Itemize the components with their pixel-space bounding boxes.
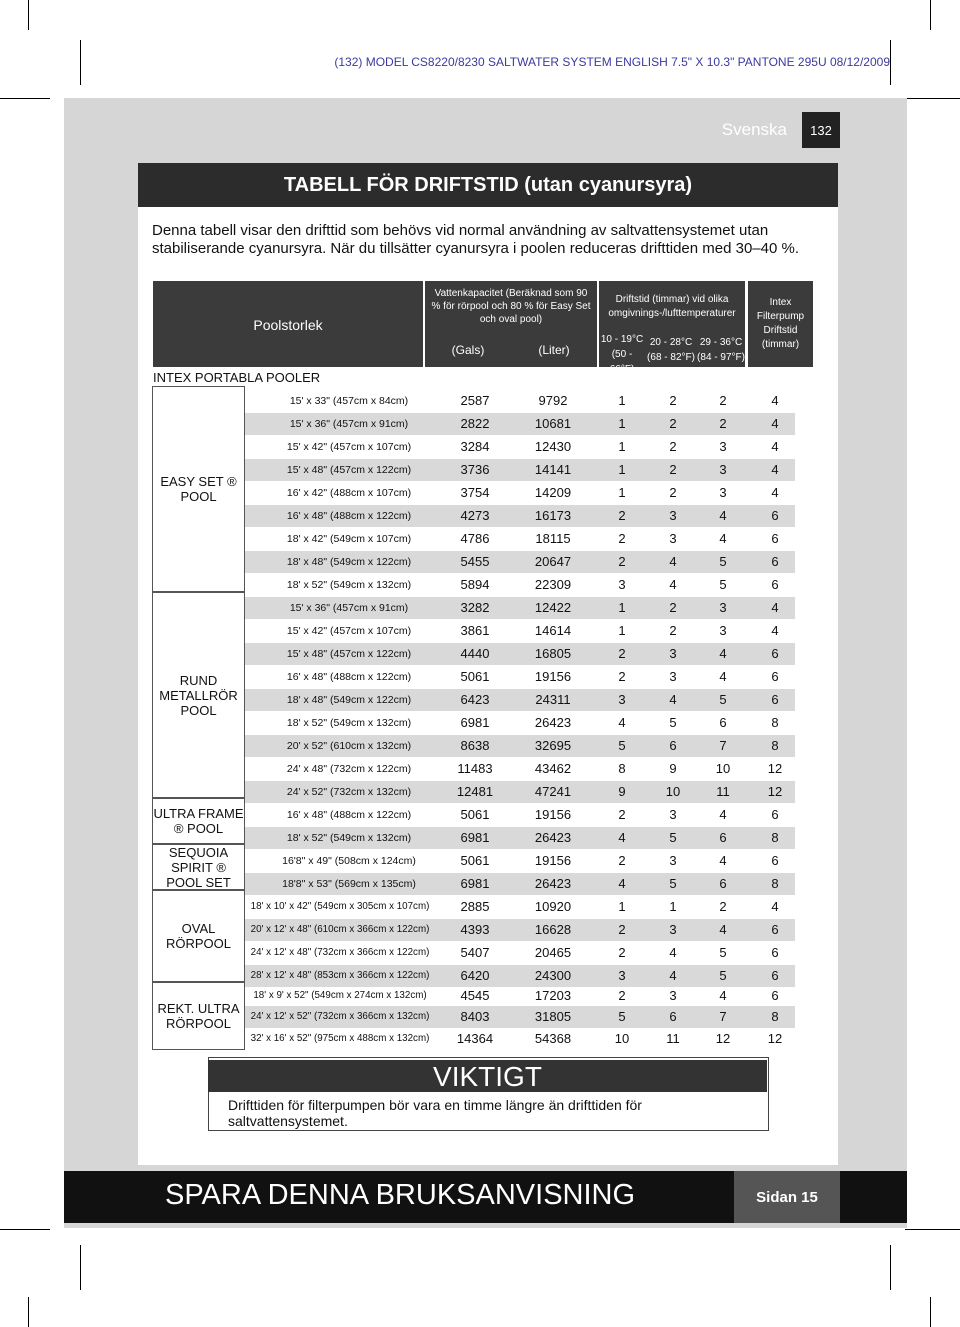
cell-liter: 20647 (534, 554, 572, 569)
cell-t1: 4 (618, 715, 626, 730)
cell-liter: 17203 (534, 988, 572, 1003)
cell-liter: 43462 (534, 761, 572, 776)
cell-t3: 3 (719, 485, 727, 500)
cell-t2: 3 (669, 646, 677, 661)
table-row (245, 1006, 795, 1028)
cell-liter: 9792 (538, 393, 568, 408)
cell-t3: 4 (719, 646, 727, 661)
cell-t1: 9 (618, 784, 626, 799)
cell-t1: 1 (618, 393, 626, 408)
crop-mark (28, 0, 29, 30)
print-header: (132) MODEL CS8220/8230 SALTWATER SYSTEM ENGLISH 7.5" X 10.3" PANTONE 295U 08/12/2009 (334, 55, 890, 69)
cell-gals: 5061 (460, 669, 490, 684)
cell-pump: 8 (771, 876, 779, 891)
cell-size: 15' x 33" (457cm x 84cm) (289, 395, 409, 407)
cell-t2: 1 (669, 899, 677, 914)
cell-liter: 31805 (534, 1009, 572, 1024)
cell-t1: 3 (618, 692, 626, 707)
cell-t2: 9 (669, 761, 677, 776)
cell-liter: 14614 (534, 623, 572, 638)
cell-t1: 1 (618, 623, 626, 638)
page-title: TABELL FÖR DRIFTSTID (utan cyanursyra) (138, 163, 838, 207)
cell-liter: 47241 (534, 784, 572, 799)
table-row (245, 712, 795, 734)
cell-t2: 6 (669, 738, 677, 753)
cell-pump: 12 (767, 761, 783, 776)
cell-t3: 4 (719, 988, 727, 1003)
cell-pump: 4 (771, 462, 779, 477)
crop-mark (28, 1297, 29, 1327)
cell-pump: 6 (771, 531, 779, 546)
cell-size: 18' x 9' x 52" (549cm x 274cm x 132cm) (253, 990, 427, 1001)
cell-gals: 4393 (460, 922, 490, 937)
cell-t1: 2 (618, 669, 626, 684)
cell-size: 16' x 48" (488cm x 122cm) (286, 510, 412, 522)
cell-pump: 4 (771, 439, 779, 454)
cell-t1: 2 (618, 945, 626, 960)
cell-t3: 2 (719, 416, 727, 431)
cell-t3: 6 (719, 715, 727, 730)
cell-pump: 6 (771, 945, 779, 960)
cell-gals: 2885 (460, 899, 490, 914)
cell-t1: 2 (618, 922, 626, 937)
cell-pump: 6 (771, 922, 779, 937)
header-runtime: Driftstid (timmar) vid olika omgivnings-/lufttemperaturer 10 - 19°C (50 - 66°F) 20 - 28°C (68 - 82°F) 29 - 36°C (84 - 97°F) (599, 281, 745, 367)
cell-t3: 12 (715, 1031, 731, 1046)
crop-mark (80, 1245, 81, 1290)
cell-gals: 5061 (460, 807, 490, 822)
cell-t2: 2 (669, 462, 677, 477)
cell-gals: 8638 (460, 738, 490, 753)
cell-liter: 10920 (534, 899, 572, 914)
table-row (245, 942, 795, 964)
crop-mark (0, 98, 50, 99)
cell-pump: 4 (771, 416, 779, 431)
cell-t3: 5 (719, 945, 727, 960)
crop-mark (890, 40, 891, 85)
cell-t2: 5 (669, 830, 677, 845)
cell-t1: 2 (618, 646, 626, 661)
cell-size: 20' x 12' x 48" (610cm x 366cm x 122cm) (250, 924, 430, 935)
cell-t3: 2 (719, 899, 727, 914)
cell-size: 18' x 48" (549cm x 122cm) (286, 556, 412, 568)
cell-gals: 14364 (456, 1031, 494, 1046)
cell-t3: 4 (719, 669, 727, 684)
cell-size: 24' x 52" (732cm x 132cm) (286, 786, 412, 798)
cell-liter: 14209 (534, 485, 572, 500)
cell-size: 32' x 16' x 52" (975cm x 488cm x 132cm) (250, 1033, 430, 1044)
cell-pump: 8 (771, 715, 779, 730)
cell-pump: 6 (771, 646, 779, 661)
cell-t1: 10 (614, 1031, 630, 1046)
cell-t3: 6 (719, 876, 727, 891)
cell-gals: 3754 (460, 485, 490, 500)
group-sequoia (152, 844, 245, 890)
cell-gals: 3284 (460, 439, 490, 454)
cell-t2: 11 (666, 1031, 680, 1046)
table-row (245, 1028, 795, 1050)
cell-t3: 4 (719, 531, 727, 546)
crop-mark (0, 1229, 50, 1230)
cell-pump: 4 (771, 393, 779, 408)
cell-size: 15' x 36" (457cm x 91cm) (289, 602, 409, 614)
table-row (245, 804, 795, 826)
cell-t2: 6 (669, 1009, 677, 1024)
cell-t1: 4 (618, 876, 626, 891)
table-row (245, 666, 795, 688)
table-row (245, 643, 795, 665)
cell-t3: 5 (719, 554, 727, 569)
page-badge: 132 (802, 112, 840, 148)
table-row (245, 735, 795, 757)
cell-t1: 5 (618, 738, 626, 753)
cell-pump: 12 (767, 784, 783, 799)
cell-pump: 4 (771, 899, 779, 914)
cell-t2: 3 (669, 807, 677, 822)
cell-t1: 2 (618, 853, 626, 868)
cell-t2: 5 (669, 876, 677, 891)
table-row (245, 965, 795, 987)
cell-t1: 1 (618, 439, 626, 454)
header-capacity: Vattenkapacitet (Beräknad som 90 % för rörpool och 80 % för Easy Set och oval pool) (Gals) (Liter) (425, 281, 597, 367)
cell-t1: 1 (618, 600, 626, 615)
cell-liter: 26423 (534, 830, 572, 845)
table-row (245, 459, 795, 481)
cell-size: 20' x 52" (610cm x 132cm) (286, 740, 412, 752)
cell-size: 15' x 48" (457cm x 122cm) (286, 648, 412, 660)
table-row (245, 528, 795, 550)
cell-t1: 2 (618, 554, 626, 569)
cell-liter: 20465 (534, 945, 572, 960)
group-rekt (152, 982, 245, 1050)
cell-pump: 6 (771, 988, 779, 1003)
note-text: Drifttiden för filterpumpen bör vara en timme längre än drifttiden för saltvattensystemet. (228, 1097, 642, 1129)
group-label: RUND METALLRÖR POOL (159, 672, 238, 718)
group-rund (152, 592, 245, 798)
crop-mark (890, 1245, 891, 1290)
cell-t1: 1 (618, 416, 626, 431)
cell-liter: 12430 (534, 439, 572, 454)
footer-page-number: Sidan 15 (734, 1171, 840, 1223)
cell-gals: 2587 (460, 393, 490, 408)
cell-gals: 4545 (460, 988, 490, 1003)
cell-t3: 5 (719, 968, 727, 983)
cell-liter: 54368 (534, 1031, 572, 1046)
cell-pump: 6 (771, 853, 779, 868)
cell-t1: 1 (618, 485, 626, 500)
cell-t3: 7 (719, 1009, 727, 1024)
section-label: INTEX PORTABLA POOLER (153, 370, 321, 385)
group-ultra-frame (152, 798, 245, 844)
cell-pump: 6 (771, 508, 779, 523)
cell-liter: 24311 (535, 692, 571, 707)
table-row (245, 896, 795, 918)
table-row (245, 597, 795, 619)
cell-t2: 2 (669, 416, 677, 431)
cell-pump: 8 (771, 830, 779, 845)
cell-liter: 16628 (534, 922, 572, 937)
cell-t3: 3 (719, 623, 727, 638)
cell-gals: 6420 (460, 968, 490, 983)
cell-gals: 6423 (460, 692, 490, 707)
table-row (245, 505, 795, 527)
group-label: EASY SET ® POOL (160, 474, 237, 504)
cell-t1: 2 (618, 531, 626, 546)
header-pool-size: Poolstorlek (153, 281, 423, 367)
table-row (245, 919, 795, 941)
cell-t3: 6 (719, 830, 727, 845)
footer-text: SPARA DENNA BRUKSANVISNING (165, 1179, 636, 1211)
cell-t3: 4 (719, 807, 727, 822)
cell-gals: 12481 (456, 784, 494, 799)
cell-t1: 3 (618, 968, 626, 983)
cell-size: 18'8" x 53" (569cm x 135cm) (282, 878, 416, 890)
cell-gals: 3282 (460, 600, 490, 615)
cell-gals: 4786 (460, 531, 490, 546)
cell-t2: 3 (669, 922, 677, 937)
group-label: ULTRA FRAME ® POOL (153, 806, 244, 836)
cell-t1: 1 (618, 899, 626, 914)
cell-size: 18' x 52" (549cm x 132cm) (286, 717, 412, 729)
cell-t3: 4 (719, 853, 727, 868)
cell-t2: 3 (669, 988, 677, 1003)
cell-liter: 26423 (534, 876, 572, 891)
table-row (245, 551, 795, 573)
cell-t2: 2 (669, 600, 677, 615)
cell-size: 24' x 12' x 48" (732cm x 366cm x 122cm) (250, 947, 430, 958)
cell-pump: 6 (771, 554, 779, 569)
cell-liter: 32695 (534, 738, 572, 753)
cell-pump: 4 (771, 600, 779, 615)
cell-gals: 5894 (460, 577, 490, 592)
language-label: Svenska (721, 120, 787, 139)
crop-mark (80, 40, 81, 85)
cell-t2: 5 (669, 715, 677, 730)
cell-gals: 3861 (460, 623, 490, 638)
cell-liter: 12422 (534, 600, 572, 615)
cell-size: 24' x 12' x 52" (732cm x 366cm x 132cm) (250, 1011, 430, 1022)
cell-gals: 6981 (460, 715, 490, 730)
table-row (245, 390, 795, 412)
cell-gals: 8403 (460, 1009, 490, 1024)
cell-size: 16'8" x 49" (508cm x 124cm) (282, 855, 416, 867)
cell-t2: 4 (669, 968, 677, 983)
table-row (245, 436, 795, 458)
cell-t2: 2 (669, 623, 677, 638)
cell-size: 28' x 12' x 48" (853cm x 366cm x 122cm) (250, 970, 430, 981)
table-row (245, 689, 795, 711)
cell-t3: 3 (719, 462, 727, 477)
cell-t2: 3 (669, 669, 677, 684)
group-label: REKT. ULTRA RÖRPOOL (157, 1001, 240, 1031)
cell-liter: 22309 (534, 577, 572, 592)
cell-t3: 5 (719, 692, 727, 707)
cell-size: 15' x 42" (457cm x 107cm) (286, 441, 412, 453)
cell-t2: 2 (669, 393, 677, 408)
cell-pump: 6 (771, 669, 779, 684)
table-row (245, 873, 795, 895)
crop-mark (930, 1297, 931, 1327)
cell-liter: 24300 (534, 968, 572, 983)
cell-size: 16' x 42" (488cm x 107cm) (286, 487, 412, 499)
cell-gals: 4273 (460, 508, 490, 523)
cell-liter: 16173 (534, 508, 572, 523)
cell-t3: 10 (715, 761, 731, 776)
table-row (245, 850, 795, 872)
cell-t2: 3 (669, 508, 677, 523)
cell-gals: 2822 (460, 416, 490, 431)
header-pump: Intex Filterpump Driftstid (timmar) (748, 281, 813, 367)
cell-size: 16' x 48" (488cm x 122cm) (286, 809, 412, 821)
cell-t1: 1 (618, 462, 626, 477)
cell-t2: 4 (669, 692, 677, 707)
cell-size: 15' x 42" (457cm x 107cm) (286, 625, 412, 637)
cell-size: 18' x 48" (549cm x 122cm) (286, 694, 412, 706)
cell-t3: 11 (716, 784, 730, 799)
cell-pump: 6 (771, 692, 779, 707)
note-title: VIKTIGT (208, 1060, 767, 1092)
table-row (245, 985, 795, 1007)
cell-liter: 19156 (534, 807, 572, 822)
cell-size: 16' x 48" (488cm x 122cm) (286, 671, 412, 683)
cell-t1: 2 (618, 508, 626, 523)
cell-gals: 6981 (460, 830, 490, 845)
cell-t3: 3 (719, 600, 727, 615)
cell-size: 15' x 36" (457cm x 91cm) (289, 418, 409, 430)
cell-t2: 4 (669, 554, 677, 569)
cell-pump: 6 (771, 577, 779, 592)
table-row (245, 482, 795, 504)
cell-t3: 4 (719, 508, 727, 523)
cell-t3: 5 (719, 577, 727, 592)
cell-liter: 10681 (534, 416, 572, 431)
cell-gals: 4440 (460, 646, 490, 661)
cell-t1: 2 (618, 988, 626, 1003)
cell-pump: 6 (771, 968, 779, 983)
cell-size: 18' x 52" (549cm x 132cm) (286, 579, 412, 591)
cell-gals: 5407 (460, 945, 490, 960)
table-row (245, 827, 795, 849)
cell-t2: 3 (669, 531, 677, 546)
cell-gals: 6981 (460, 876, 490, 891)
cell-t1: 5 (618, 1009, 626, 1024)
cell-t3: 2 (719, 393, 727, 408)
cell-t3: 3 (719, 439, 727, 454)
group-easy-set (152, 386, 245, 592)
cell-t1: 3 (618, 577, 626, 592)
cell-t1: 2 (618, 807, 626, 822)
cell-size: 18' x 10' x 42" (549cm x 305cm x 107cm) (250, 901, 430, 912)
cell-gals: 5061 (460, 853, 490, 868)
crop-mark (905, 1229, 960, 1230)
cell-pump: 4 (771, 623, 779, 638)
group-label: SEQUOIA SPIRIT ® POOL SET (166, 844, 231, 890)
cell-pump: 4 (771, 485, 779, 500)
cell-size: 18' x 42" (549cm x 107cm) (286, 533, 412, 545)
cell-pump: 8 (771, 738, 779, 753)
cell-t3: 7 (719, 738, 727, 753)
table-row (245, 781, 795, 803)
table-row (245, 758, 795, 780)
cell-liter: 19156 (534, 669, 572, 684)
cell-liter: 18115 (535, 531, 571, 546)
cell-pump: 6 (771, 807, 779, 822)
cell-t1: 4 (618, 830, 626, 845)
crop-mark (905, 98, 960, 99)
table-row (245, 574, 795, 596)
cell-t2: 4 (669, 945, 677, 960)
cell-t2: 10 (665, 784, 681, 799)
cell-liter: 14141 (534, 462, 572, 477)
cell-size: 24' x 48" (732cm x 122cm) (286, 763, 412, 775)
cell-pump: 8 (771, 1009, 779, 1024)
cell-liter: 26423 (534, 715, 572, 730)
cell-pump: 12 (767, 1031, 783, 1046)
cell-gals: 3736 (460, 462, 490, 477)
crop-mark (930, 0, 931, 30)
table-row (245, 413, 795, 435)
cell-liter: 16805 (534, 646, 572, 661)
cell-t2: 3 (669, 853, 677, 868)
cell-t2: 2 (669, 439, 677, 454)
cell-t3: 4 (719, 922, 727, 937)
cell-t2: 4 (669, 577, 677, 592)
cell-gals: 11483 (457, 761, 493, 776)
cell-t2: 2 (669, 485, 677, 500)
intro-text: Denna tabell visar den drifttid som behövs vid normal användning av saltvattensystemet utan stabiliserande cyanursyra. När du tillsätter cyanursyra i poolen reduceras drifttiden med 30–40 %. (152, 222, 799, 257)
cell-size: 15' x 48" (457cm x 122cm) (286, 464, 412, 476)
table-row (245, 620, 795, 642)
cell-t1: 8 (618, 761, 626, 776)
cell-size: 18' x 52" (549cm x 132cm) (286, 832, 412, 844)
group-oval (152, 890, 245, 982)
cell-liter: 19156 (534, 853, 572, 868)
cell-gals: 5455 (460, 554, 490, 569)
group-label: OVAL RÖRPOOL (165, 921, 231, 951)
